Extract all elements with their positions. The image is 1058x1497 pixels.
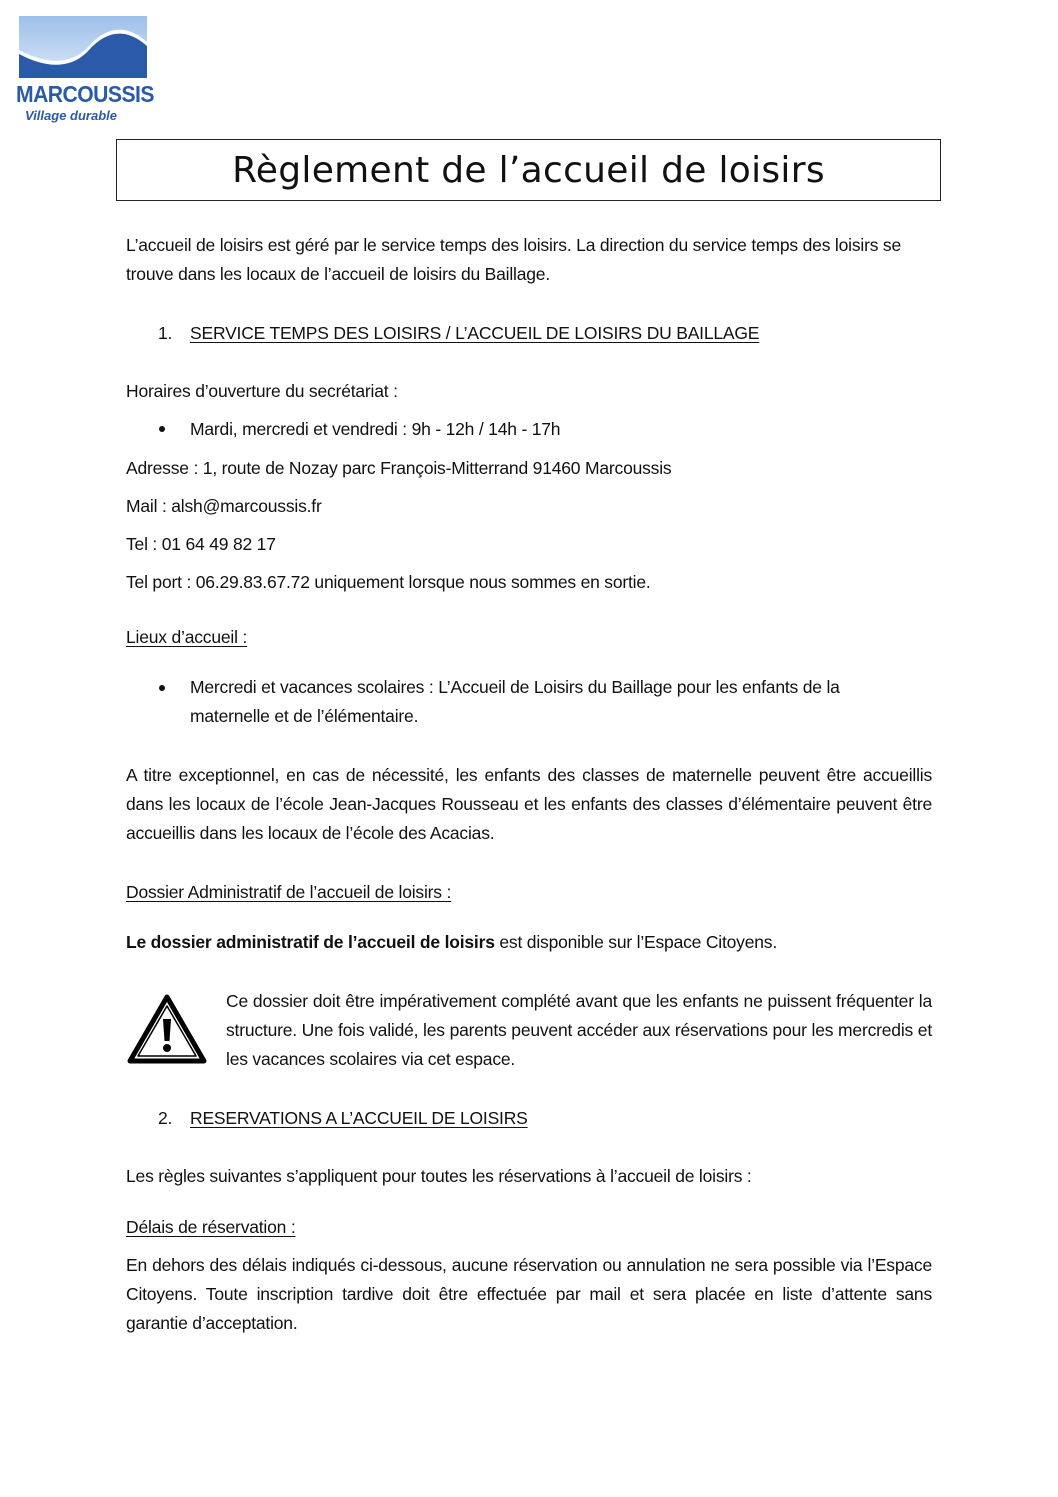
dossier-heading: Dossier Administratif de l’accueil de loisirs :	[126, 882, 452, 902]
tel-port-line: Tel port : 06.29.83.67.72 uniquement lorsque nous sommes en sortie.	[126, 572, 651, 592]
bullet-icon	[159, 685, 165, 691]
places-heading: Lieux d’accueil :	[126, 627, 248, 647]
logo-name: MARCOUSSIS	[16, 81, 154, 107]
hours-label: Horaires d’ouverture du secrétariat :	[126, 381, 398, 401]
warning-paragraph: Ce dossier doit être impérativement complété avant que les enfants ne puissent fréquenter la structure. Une fois validé, les parents peuvent accéder aux réservations pour les mercredis et les vacances scolaires via cet espace.	[226, 991, 932, 1069]
hours-item: Mardi, mercredi et vendredi : 9h - 12h / 14h - 17h	[190, 419, 561, 439]
dossier-paragraph	[126, 928, 777, 957]
dossier-bold-text: Le dossier administratif de l’accueil de loisirs	[126, 932, 495, 952]
mail-line: Mail : alsh@marcoussis.fr	[126, 496, 322, 516]
places-item: Mercredi et vacances scolaires : L’Accueil de Loisirs du Baillage pour les enfants de la maternelle et de l’élémentaire.	[190, 677, 840, 726]
page-title: Règlement de l’accueil de loisirs	[232, 149, 825, 191]
exception-paragraph: A titre exceptionnel, en cas de nécessité, les enfants des classes de maternelle peuvent être accueillis dans les locaux de l’école Jean-Jacques Rousseau et les enfants des classes d’élémentaire peuvent être accueillis dans les locaux de l’école des Acacias.	[126, 765, 932, 843]
intro-paragraph: L’accueil de loisirs est géré par le service temps des loisirs. La direction du service temps des loisirs se trouve dans les locaux de l’accueil de loisirs du Baillage.	[126, 235, 901, 284]
address-line: Adresse : 1, route de Nozay parc François-Mitterrand 91460 Marcoussis	[126, 458, 672, 478]
section-1-heading: SERVICE TEMPS DES LOISIRS / L’ACCUEIL DE LOISIRS DU BAILLAGE	[190, 323, 760, 343]
section-1-number: 1.	[158, 323, 173, 343]
dossier-rest-text: est disponible sur l’Espace Citoyens.	[494, 932, 778, 952]
logo-tagline: Village durable	[25, 108, 117, 123]
delays-paragraph: En dehors des délais indiqués ci-dessous, aucune réservation ou annulation ne sera possible via l’Espace Citoyens. Toute inscription tardive doit être effectuée par mail et sera placée en liste d’attente sans garantie d’acceptation.	[126, 1255, 932, 1333]
marcoussis-logo	[16, 16, 154, 126]
tel-line: Tel : 01 64 49 82 17	[126, 534, 276, 554]
section-2-heading: RESERVATIONS A L’ACCUEIL DE LOISIRS	[190, 1108, 528, 1128]
section-2-number: 2.	[158, 1108, 173, 1128]
bullet-icon	[159, 426, 165, 432]
wave-icon	[19, 16, 147, 78]
rules-intro: Les règles suivantes s’appliquent pour toutes les réservations à l’accueil de loisirs :	[126, 1166, 752, 1186]
title-box	[116, 139, 941, 201]
delays-heading: Délais de réservation :	[126, 1217, 296, 1237]
warning-triangle-icon	[126, 993, 208, 1065]
